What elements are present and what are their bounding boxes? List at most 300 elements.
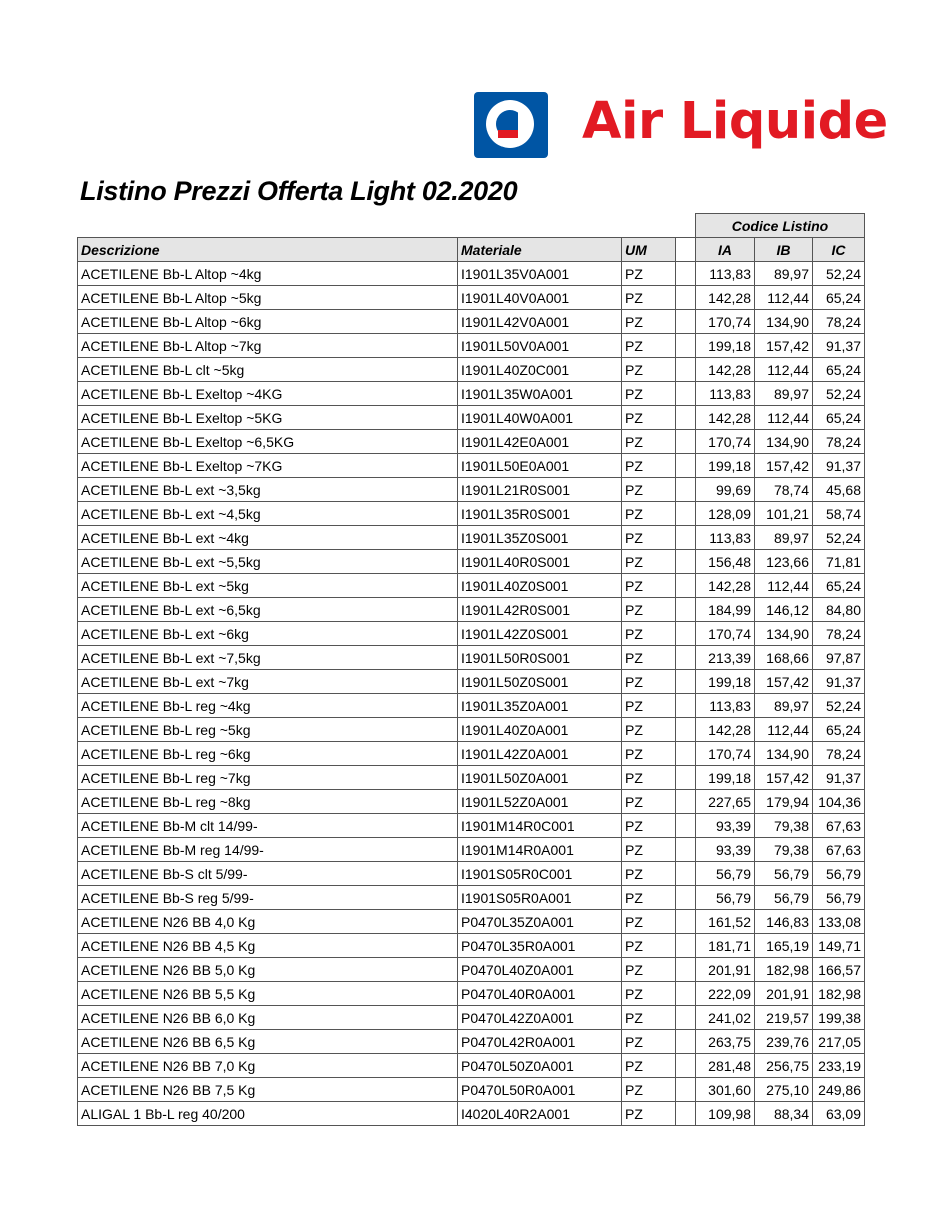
- cell-spacer: [676, 838, 696, 862]
- cell-ib: 239,76: [755, 1030, 813, 1054]
- cell-materiale: I1901L35W0A001: [458, 382, 622, 406]
- cell-um: PZ: [622, 502, 676, 526]
- table-row: [78, 790, 865, 814]
- cell-descrizione: ACETILENE Bb-M clt 14/99-: [78, 814, 458, 838]
- cell-descrizione: ACETILENE Bb-L reg ~4kg: [78, 694, 458, 718]
- cell-ia: 128,09: [696, 502, 755, 526]
- cell-ic: 149,71: [813, 934, 865, 958]
- cell-materiale: P0470L40Z0A001: [458, 958, 622, 982]
- cell-spacer: [676, 286, 696, 310]
- cell-materiale: P0470L50Z0A001: [458, 1054, 622, 1078]
- cell-ib: 165,19: [755, 934, 813, 958]
- cell-descrizione: ALIGAL 1 Bb-L reg 40/200: [78, 1102, 458, 1126]
- cell-ib: 89,97: [755, 526, 813, 550]
- col-header-ia: IA: [696, 238, 755, 262]
- cell-descrizione: ACETILENE N26 BB 7,0 Kg: [78, 1054, 458, 1078]
- cell-descrizione: ACETILENE Bb-L reg ~5kg: [78, 718, 458, 742]
- cell-materiale: I1901L40V0A001: [458, 286, 622, 310]
- cell-ib: 112,44: [755, 286, 813, 310]
- cell-ic: 78,24: [813, 430, 865, 454]
- table-row: [78, 646, 865, 670]
- cell-ic: 67,63: [813, 814, 865, 838]
- cell-ib: 157,42: [755, 670, 813, 694]
- table-row: [78, 886, 865, 910]
- cell-ia: 142,28: [696, 718, 755, 742]
- cell-ic: 52,24: [813, 694, 865, 718]
- cell-spacer: [676, 886, 696, 910]
- cell-materiale: I1901L21R0S001: [458, 478, 622, 502]
- cell-ic: 84,80: [813, 598, 865, 622]
- cell-descrizione: ACETILENE N26 BB 4,0 Kg: [78, 910, 458, 934]
- cell-descrizione: ACETILENE Bb-L Exeltop ~5KG: [78, 406, 458, 430]
- cell-ib: 112,44: [755, 574, 813, 598]
- cell-materiale: I1901L50V0A001: [458, 334, 622, 358]
- cell-ia: 113,83: [696, 382, 755, 406]
- cell-descrizione: ACETILENE Bb-L Exeltop ~7KG: [78, 454, 458, 478]
- cell-ib: 134,90: [755, 310, 813, 334]
- cell-ia: 199,18: [696, 670, 755, 694]
- cell-um: PZ: [622, 886, 676, 910]
- cell-materiale: I1901L35V0A001: [458, 262, 622, 286]
- cell-ic: 78,24: [813, 622, 865, 646]
- cell-descrizione: ACETILENE Bb-L ext ~7kg: [78, 670, 458, 694]
- cell-materiale: I1901M14R0A001: [458, 838, 622, 862]
- air-liquide-symbol-icon: [474, 92, 548, 158]
- cell-ib: 56,79: [755, 862, 813, 886]
- cell-um: PZ: [622, 1006, 676, 1030]
- cell-spacer: [676, 1006, 696, 1030]
- cell-spacer: [676, 1078, 696, 1102]
- cell-spacer: [676, 550, 696, 574]
- cell-ic: 199,38: [813, 1006, 865, 1030]
- cell-materiale: I1901L40Z0C001: [458, 358, 622, 382]
- cell-ib: 157,42: [755, 454, 813, 478]
- cell-spacer: [676, 982, 696, 1006]
- cell-um: PZ: [622, 1054, 676, 1078]
- cell-ia: 201,91: [696, 958, 755, 982]
- cell-ib: 168,66: [755, 646, 813, 670]
- cell-ic: 91,37: [813, 334, 865, 358]
- cell-spacer: [676, 406, 696, 430]
- cell-um: PZ: [622, 430, 676, 454]
- cell-spacer: [676, 502, 696, 526]
- table-row: [78, 1054, 865, 1078]
- cell-ic: 52,24: [813, 526, 865, 550]
- cell-ia: 142,28: [696, 286, 755, 310]
- cell-um: PZ: [622, 622, 676, 646]
- cell-ib: 134,90: [755, 622, 813, 646]
- cell-um: PZ: [622, 742, 676, 766]
- cell-descrizione: ACETILENE Bb-L Exeltop ~6,5KG: [78, 430, 458, 454]
- cell-um: PZ: [622, 262, 676, 286]
- table-row: [78, 526, 865, 550]
- cell-um: PZ: [622, 1078, 676, 1102]
- table-row: [78, 694, 865, 718]
- table-body: [78, 262, 865, 1126]
- cell-ia: 222,09: [696, 982, 755, 1006]
- cell-ic: 91,37: [813, 454, 865, 478]
- cell-ia: 170,74: [696, 622, 755, 646]
- cell-ia: 156,48: [696, 550, 755, 574]
- cell-ia: 241,02: [696, 1006, 755, 1030]
- table-row: [78, 478, 865, 502]
- table-row: [78, 502, 865, 526]
- cell-ic: 182,98: [813, 982, 865, 1006]
- cell-spacer: [676, 934, 696, 958]
- cell-spacer: [676, 766, 696, 790]
- table-row: [78, 814, 865, 838]
- cell-spacer: [676, 718, 696, 742]
- cell-materiale: P0470L40R0A001: [458, 982, 622, 1006]
- cell-um: PZ: [622, 550, 676, 574]
- cell-ic: 217,05: [813, 1030, 865, 1054]
- cell-ia: 142,28: [696, 574, 755, 598]
- cell-um: PZ: [622, 310, 676, 334]
- cell-um: PZ: [622, 1030, 676, 1054]
- cell-ic: 65,24: [813, 406, 865, 430]
- cell-ib: 79,38: [755, 814, 813, 838]
- cell-ic: 56,79: [813, 862, 865, 886]
- cell-ib: 79,38: [755, 838, 813, 862]
- cell-spacer: [676, 310, 696, 334]
- cell-spacer: [676, 622, 696, 646]
- cell-ia: 109,98: [696, 1102, 755, 1126]
- cell-ic: 63,09: [813, 1102, 865, 1126]
- cell-descrizione: ACETILENE Bb-L reg ~7kg: [78, 766, 458, 790]
- cell-ib: 112,44: [755, 406, 813, 430]
- cell-ib: 146,83: [755, 910, 813, 934]
- cell-ia: 181,71: [696, 934, 755, 958]
- cell-um: PZ: [622, 454, 676, 478]
- cell-ib: 146,12: [755, 598, 813, 622]
- cell-um: PZ: [622, 646, 676, 670]
- cell-descrizione: ACETILENE N26 BB 6,0 Kg: [78, 1006, 458, 1030]
- cell-materiale: I1901L50Z0A001: [458, 766, 622, 790]
- cell-ib: 89,97: [755, 694, 813, 718]
- cell-ia: 170,74: [696, 742, 755, 766]
- cell-um: PZ: [622, 358, 676, 382]
- cell-ia: 113,83: [696, 526, 755, 550]
- cell-ia: 142,28: [696, 358, 755, 382]
- cell-um: PZ: [622, 790, 676, 814]
- table-row: [78, 862, 865, 886]
- cell-um: PZ: [622, 958, 676, 982]
- cell-um: PZ: [622, 334, 676, 358]
- cell-ic: 65,24: [813, 286, 865, 310]
- cell-materiale: P0470L50R0A001: [458, 1078, 622, 1102]
- cell-materiale: I1901L40R0S001: [458, 550, 622, 574]
- cell-spacer: [676, 910, 696, 934]
- cell-materiale: I1901L35Z0A001: [458, 694, 622, 718]
- cell-ic: 104,36: [813, 790, 865, 814]
- cell-ia: 56,79: [696, 862, 755, 886]
- cell-ic: 65,24: [813, 574, 865, 598]
- cell-ib: 134,90: [755, 742, 813, 766]
- cell-descrizione: ACETILENE N26 BB 7,5 Kg: [78, 1078, 458, 1102]
- cell-spacer: [676, 742, 696, 766]
- cell-materiale: P0470L35R0A001: [458, 934, 622, 958]
- cell-descrizione: ACETILENE Bb-L Altop ~7kg: [78, 334, 458, 358]
- cell-um: PZ: [622, 526, 676, 550]
- cell-ic: 97,87: [813, 646, 865, 670]
- cell-ib: 56,79: [755, 886, 813, 910]
- cell-descrizione: ACETILENE Bb-S reg 5/99-: [78, 886, 458, 910]
- col-header-ic: IC: [813, 238, 865, 262]
- cell-ib: 101,21: [755, 502, 813, 526]
- cell-ib: 275,10: [755, 1078, 813, 1102]
- cell-ib: 157,42: [755, 766, 813, 790]
- cell-spacer: [676, 574, 696, 598]
- cell-um: PZ: [622, 286, 676, 310]
- cell-ia: 93,39: [696, 814, 755, 838]
- table-row: [78, 406, 865, 430]
- cell-descrizione: ACETILENE N26 BB 6,5 Kg: [78, 1030, 458, 1054]
- table-row: [78, 1006, 865, 1030]
- cell-ic: 233,19: [813, 1054, 865, 1078]
- table-row: [78, 550, 865, 574]
- cell-ic: 65,24: [813, 718, 865, 742]
- cell-spacer: [676, 430, 696, 454]
- table-row: [78, 1030, 865, 1054]
- cell-spacer: [676, 598, 696, 622]
- cell-ia: 99,69: [696, 478, 755, 502]
- cell-um: PZ: [622, 574, 676, 598]
- table-row: [78, 382, 865, 406]
- cell-descrizione: ACETILENE N26 BB 5,0 Kg: [78, 958, 458, 982]
- cell-ib: 256,75: [755, 1054, 813, 1078]
- cell-ia: 161,52: [696, 910, 755, 934]
- cell-descrizione: ACETILENE Bb-M reg 14/99-: [78, 838, 458, 862]
- cell-materiale: I1901L42R0S001: [458, 598, 622, 622]
- cell-um: PZ: [622, 718, 676, 742]
- cell-um: PZ: [622, 910, 676, 934]
- cell-materiale: I1901L40Z0A001: [458, 718, 622, 742]
- col-header-um: UM: [622, 238, 676, 262]
- cell-descrizione: ACETILENE Bb-S clt 5/99-: [78, 862, 458, 886]
- table-row: [78, 574, 865, 598]
- cell-um: PZ: [622, 982, 676, 1006]
- cell-spacer: [676, 1054, 696, 1078]
- cell-spacer: [676, 646, 696, 670]
- table-row: [78, 430, 865, 454]
- cell-spacer: [676, 814, 696, 838]
- cell-materiale: P0470L42Z0A001: [458, 1006, 622, 1030]
- cell-ic: 71,81: [813, 550, 865, 574]
- cell-um: PZ: [622, 814, 676, 838]
- cell-ia: 170,74: [696, 310, 755, 334]
- cell-um: PZ: [622, 598, 676, 622]
- cell-descrizione: ACETILENE Bb-L ext ~6,5kg: [78, 598, 458, 622]
- cell-ic: 58,74: [813, 502, 865, 526]
- cell-spacer: [676, 790, 696, 814]
- cell-um: PZ: [622, 694, 676, 718]
- cell-ib: 89,97: [755, 382, 813, 406]
- cell-ia: 199,18: [696, 766, 755, 790]
- cell-materiale: I1901S05R0A001: [458, 886, 622, 910]
- cell-materiale: I1901L42Z0A001: [458, 742, 622, 766]
- cell-ic: 52,24: [813, 382, 865, 406]
- cell-ia: 263,75: [696, 1030, 755, 1054]
- table-row: [78, 1102, 865, 1126]
- cell-descrizione: ACETILENE Bb-L clt ~5kg: [78, 358, 458, 382]
- table-row: [78, 982, 865, 1006]
- cell-ib: 78,74: [755, 478, 813, 502]
- table-row: [78, 934, 865, 958]
- cell-ib: 179,94: [755, 790, 813, 814]
- cell-ib: 123,66: [755, 550, 813, 574]
- cell-ia: 281,48: [696, 1054, 755, 1078]
- cell-descrizione: ACETILENE Bb-L ext ~5,5kg: [78, 550, 458, 574]
- table-row: [78, 958, 865, 982]
- cell-descrizione: ACETILENE Bb-L ext ~5kg: [78, 574, 458, 598]
- cell-ic: 52,24: [813, 262, 865, 286]
- table-row: [78, 910, 865, 934]
- cell-descrizione: ACETILENE Bb-L ext ~4,5kg: [78, 502, 458, 526]
- cell-ib: 157,42: [755, 334, 813, 358]
- table-row: [78, 838, 865, 862]
- cell-ia: 199,18: [696, 334, 755, 358]
- cell-ic: 166,57: [813, 958, 865, 982]
- cell-ib: 182,98: [755, 958, 813, 982]
- cell-spacer: [676, 358, 696, 382]
- table-row: [78, 766, 865, 790]
- cell-ia: 142,28: [696, 406, 755, 430]
- cell-ia: 199,18: [696, 454, 755, 478]
- cell-ib: 112,44: [755, 358, 813, 382]
- cell-materiale: I1901L35Z0S001: [458, 526, 622, 550]
- cell-ic: 91,37: [813, 670, 865, 694]
- cell-ia: 113,83: [696, 694, 755, 718]
- cell-descrizione: ACETILENE Bb-L Altop ~5kg: [78, 286, 458, 310]
- cell-ic: 65,24: [813, 358, 865, 382]
- cell-materiale: I1901L50Z0S001: [458, 670, 622, 694]
- cell-materiale: I1901L50R0S001: [458, 646, 622, 670]
- cell-ib: 89,97: [755, 262, 813, 286]
- cell-materiale: P0470L35Z0A001: [458, 910, 622, 934]
- table-row: [78, 358, 865, 382]
- page-title: Listino Prezzi Offerta Light 02.2020: [80, 176, 518, 206]
- cell-ib: 112,44: [755, 718, 813, 742]
- table-row: [78, 310, 865, 334]
- cell-um: PZ: [622, 838, 676, 862]
- table-row: [78, 598, 865, 622]
- cell-spacer: [676, 694, 696, 718]
- cell-descrizione: ACETILENE Bb-L reg ~8kg: [78, 790, 458, 814]
- table-row: [78, 622, 865, 646]
- table-row: [78, 742, 865, 766]
- cell-spacer: [676, 670, 696, 694]
- cell-ic: 78,24: [813, 742, 865, 766]
- cell-ia: 113,83: [696, 262, 755, 286]
- table-row: [78, 286, 865, 310]
- cell-materiale: I1901L40W0A001: [458, 406, 622, 430]
- codice-listino-header: Codice Listino: [696, 214, 865, 238]
- cell-spacer: [676, 862, 696, 886]
- cell-ic: 133,08: [813, 910, 865, 934]
- cell-um: PZ: [622, 766, 676, 790]
- brand-name: Air Liquide: [582, 92, 888, 151]
- cell-um: PZ: [622, 670, 676, 694]
- table-row: [78, 718, 865, 742]
- cell-spacer: [676, 1030, 696, 1054]
- cell-materiale: I4020L40R2A001: [458, 1102, 622, 1126]
- cell-descrizione: ACETILENE Bb-L ext ~7,5kg: [78, 646, 458, 670]
- cell-ib: 201,91: [755, 982, 813, 1006]
- cell-um: PZ: [622, 382, 676, 406]
- price-list-table: [77, 213, 865, 1126]
- cell-materiale: I1901L42V0A001: [458, 310, 622, 334]
- cell-um: PZ: [622, 934, 676, 958]
- cell-materiale: P0470L42R0A001: [458, 1030, 622, 1054]
- cell-ib: 134,90: [755, 430, 813, 454]
- cell-descrizione: ACETILENE N26 BB 5,5 Kg: [78, 982, 458, 1006]
- cell-spacer: [676, 454, 696, 478]
- cell-ia: 170,74: [696, 430, 755, 454]
- cell-ic: 56,79: [813, 886, 865, 910]
- cell-spacer: [676, 958, 696, 982]
- cell-ia: 184,99: [696, 598, 755, 622]
- cell-materiale: I1901L42Z0S001: [458, 622, 622, 646]
- cell-materiale: I1901L42E0A001: [458, 430, 622, 454]
- cell-ia: 56,79: [696, 886, 755, 910]
- col-header-descrizione: Descrizione: [78, 238, 458, 262]
- cell-um: PZ: [622, 478, 676, 502]
- table-row: [78, 1078, 865, 1102]
- cell-spacer: [676, 478, 696, 502]
- cell-materiale: I1901L40Z0S001: [458, 574, 622, 598]
- cell-descrizione: ACETILENE Bb-L Altop ~6kg: [78, 310, 458, 334]
- cell-ic: 67,63: [813, 838, 865, 862]
- col-header-ib: IB: [755, 238, 813, 262]
- col-header-spacer: [676, 238, 696, 262]
- cell-ib: 219,57: [755, 1006, 813, 1030]
- cell-um: PZ: [622, 1102, 676, 1126]
- cell-spacer: [676, 526, 696, 550]
- cell-descrizione: ACETILENE Bb-L ext ~6kg: [78, 622, 458, 646]
- cell-descrizione: ACETILENE Bb-L ext ~3,5kg: [78, 478, 458, 502]
- cell-materiale: I1901S05R0C001: [458, 862, 622, 886]
- cell-materiale: I1901M14R0C001: [458, 814, 622, 838]
- table-row: [78, 454, 865, 478]
- cell-descrizione: ACETILENE Bb-L Altop ~4kg: [78, 262, 458, 286]
- cell-ia: 93,39: [696, 838, 755, 862]
- cell-materiale: I1901L50E0A001: [458, 454, 622, 478]
- cell-descrizione: ACETILENE N26 BB 4,5 Kg: [78, 934, 458, 958]
- table-row: [78, 262, 865, 286]
- cell-ic: 249,86: [813, 1078, 865, 1102]
- cell-spacer: [676, 382, 696, 406]
- cell-descrizione: ACETILENE Bb-L ext ~4kg: [78, 526, 458, 550]
- cell-ic: 45,68: [813, 478, 865, 502]
- cell-ia: 301,60: [696, 1078, 755, 1102]
- cell-ic: 91,37: [813, 766, 865, 790]
- table-row: [78, 334, 865, 358]
- cell-descrizione: ACETILENE Bb-L reg ~6kg: [78, 742, 458, 766]
- col-header-materiale: Materiale: [458, 238, 622, 262]
- cell-spacer: [676, 262, 696, 286]
- cell-spacer: [676, 1102, 696, 1126]
- cell-materiale: I1901L35R0S001: [458, 502, 622, 526]
- cell-ib: 88,34: [755, 1102, 813, 1126]
- cell-um: PZ: [622, 862, 676, 886]
- cell-um: PZ: [622, 406, 676, 430]
- cell-spacer: [676, 334, 696, 358]
- cell-materiale: I1901L52Z0A001: [458, 790, 622, 814]
- cell-ia: 227,65: [696, 790, 755, 814]
- cell-descrizione: ACETILENE Bb-L Exeltop ~4KG: [78, 382, 458, 406]
- cell-ia: 213,39: [696, 646, 755, 670]
- table-row: [78, 670, 865, 694]
